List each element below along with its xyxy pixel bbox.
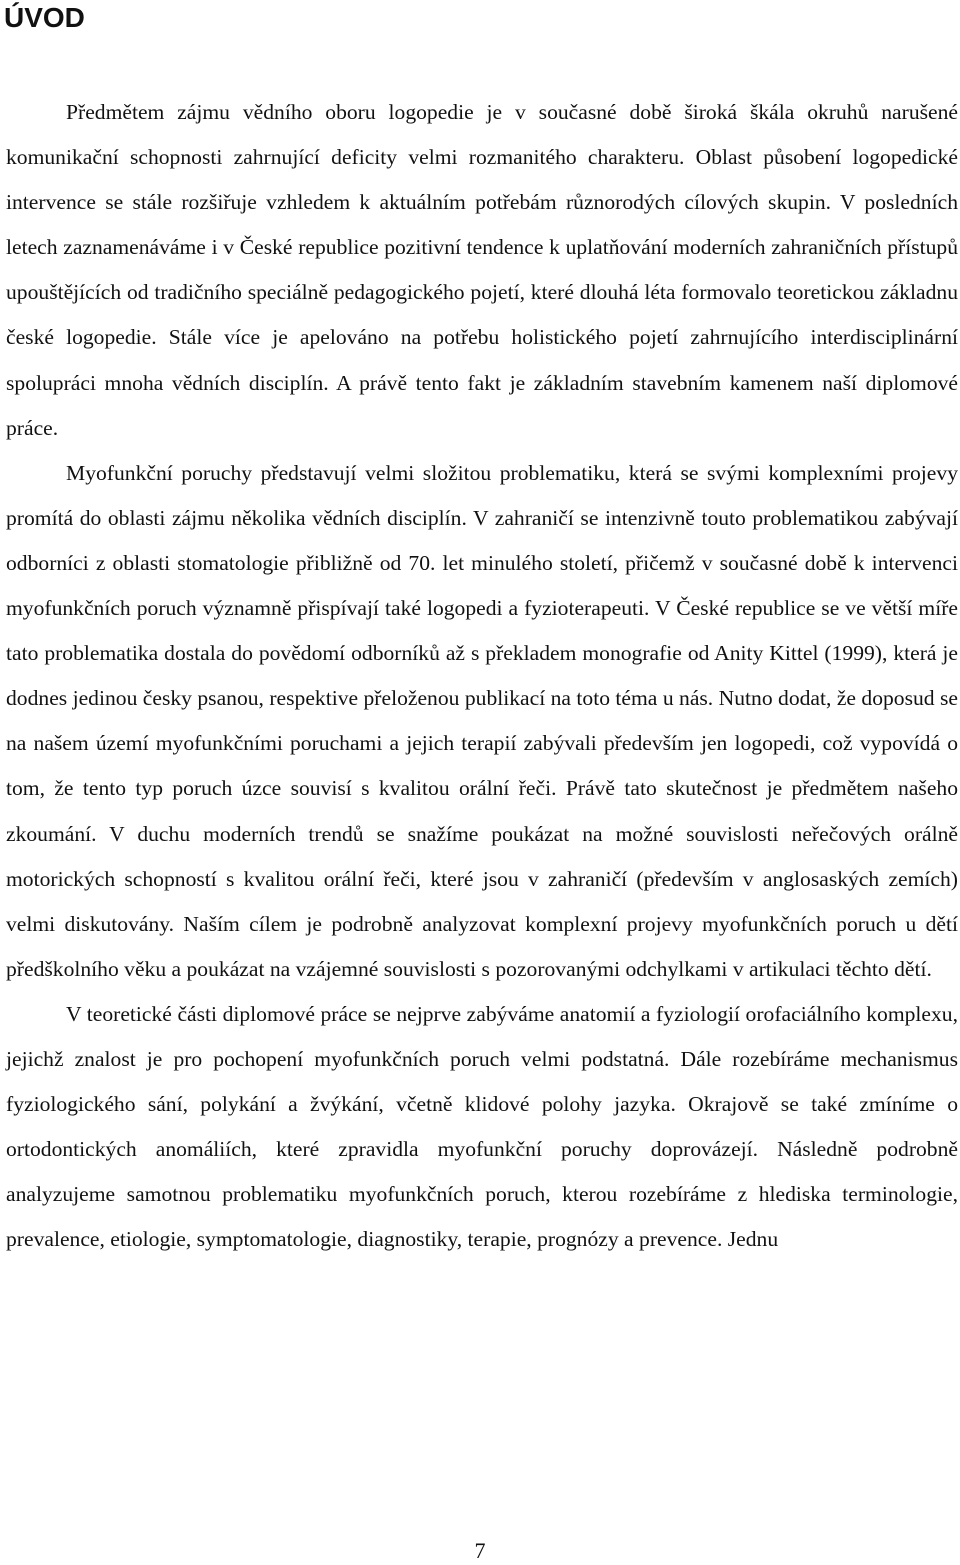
paragraph-theory: V teoretické části diplomové práce se nejprve zabýváme anatomií a fyziologií orofaciálního komplexu, jejichž znalost je pro pochopení myofunkčních poruch velmi podstatná. Dále rozebíráme mechanismus fyziologického sání, polykání a žvýkání, včetně klidové polohy jazyka. Okrajově se také zmíníme o ortodontických anomáliích, které zpravidla myofunkční poruchy doprovázejí. Následně podrobně analyzujeme samotnou problematiku myofunkčních poruch, kterou rozebíráme z hlediska terminologie, prevalence, etiologie, symptomatologie, diagnostiky, terapie, prognózy a prevence. Jednu <box>6 1001 958 1252</box>
body-text <box>6 90 958 1262</box>
paragraph-intro: Předmětem zájmu vědního oboru logopedie je v současné době široká škála okruhů narušené komunikační schopnosti zahrnující deficity velmi rozmanitého charakteru. Oblast působení logopedické intervence se stále rozšiřuje vzhledem k aktuálním potřebám různorodých cílových skupin. V posledních letech zaznamenáváme i v České republice pozitivní tendence k uplatňování moderních zahraničních přístupů upouštějících od tradičního speciálně pedagogického pojetí, které dlouhá léta formovalo teoretickou základnu české logopedie. Stále více je apelováno na potřebu holistického pojetí zahrnujícího interdisciplinární spolupráci mnoha vědních disciplín. A právě tento fakt je základním stavebním kamenem naší diplomové práce. <box>6 100 958 440</box>
paragraph-myofunctional: Myofunkční poruchy představují velmi složitou problematiku, která se svými komplexními projevy promítá do oblasti zájmu několika vědních disciplín. V zahraničí se intenzivně touto problematikou zabývají odborníci z oblasti stomatologie přibližně od 70. let minulého století, přičemž v současné době k intervenci myofunkčních poruch významně přispívají také logopedi a fyzioterapeuti. V České republice se ve větší míře tato problematika dostala do povědomí odborníků až s překladem monografie od Anity Kittel (1999), která je dodnes jedinou česky psanou, respektive přeloženou publikací na toto téma u nás. Nutno dodat, že doposud se na našem území myofunkčními poruchami a jejich terapií zabývali především jen logopedi, což vypovídá o tom, že tento typ poruch úzce souvisí s kvalitou orální řeči. Právě tato skutečnost je předmětem našeho zkoumání. V duchu moderních trendů se snažíme poukázat na možné souvislosti neřečových orálně motorických schopností s kvalitou orální řeči, které jsou v zahraničí (především v anglosaských zemích) velmi diskutovány. Naším cílem je podrobně analyzovat komplexní projevy myofunkčních poruch u dětí předškolního věku a poukázat na vzájemné souvislosti s pozorovanými odchylkami v artikulaci těchto dětí. <box>6 460 958 981</box>
page-number: 7 <box>474 1538 486 1563</box>
section-heading: ÚVOD <box>4 2 85 33</box>
